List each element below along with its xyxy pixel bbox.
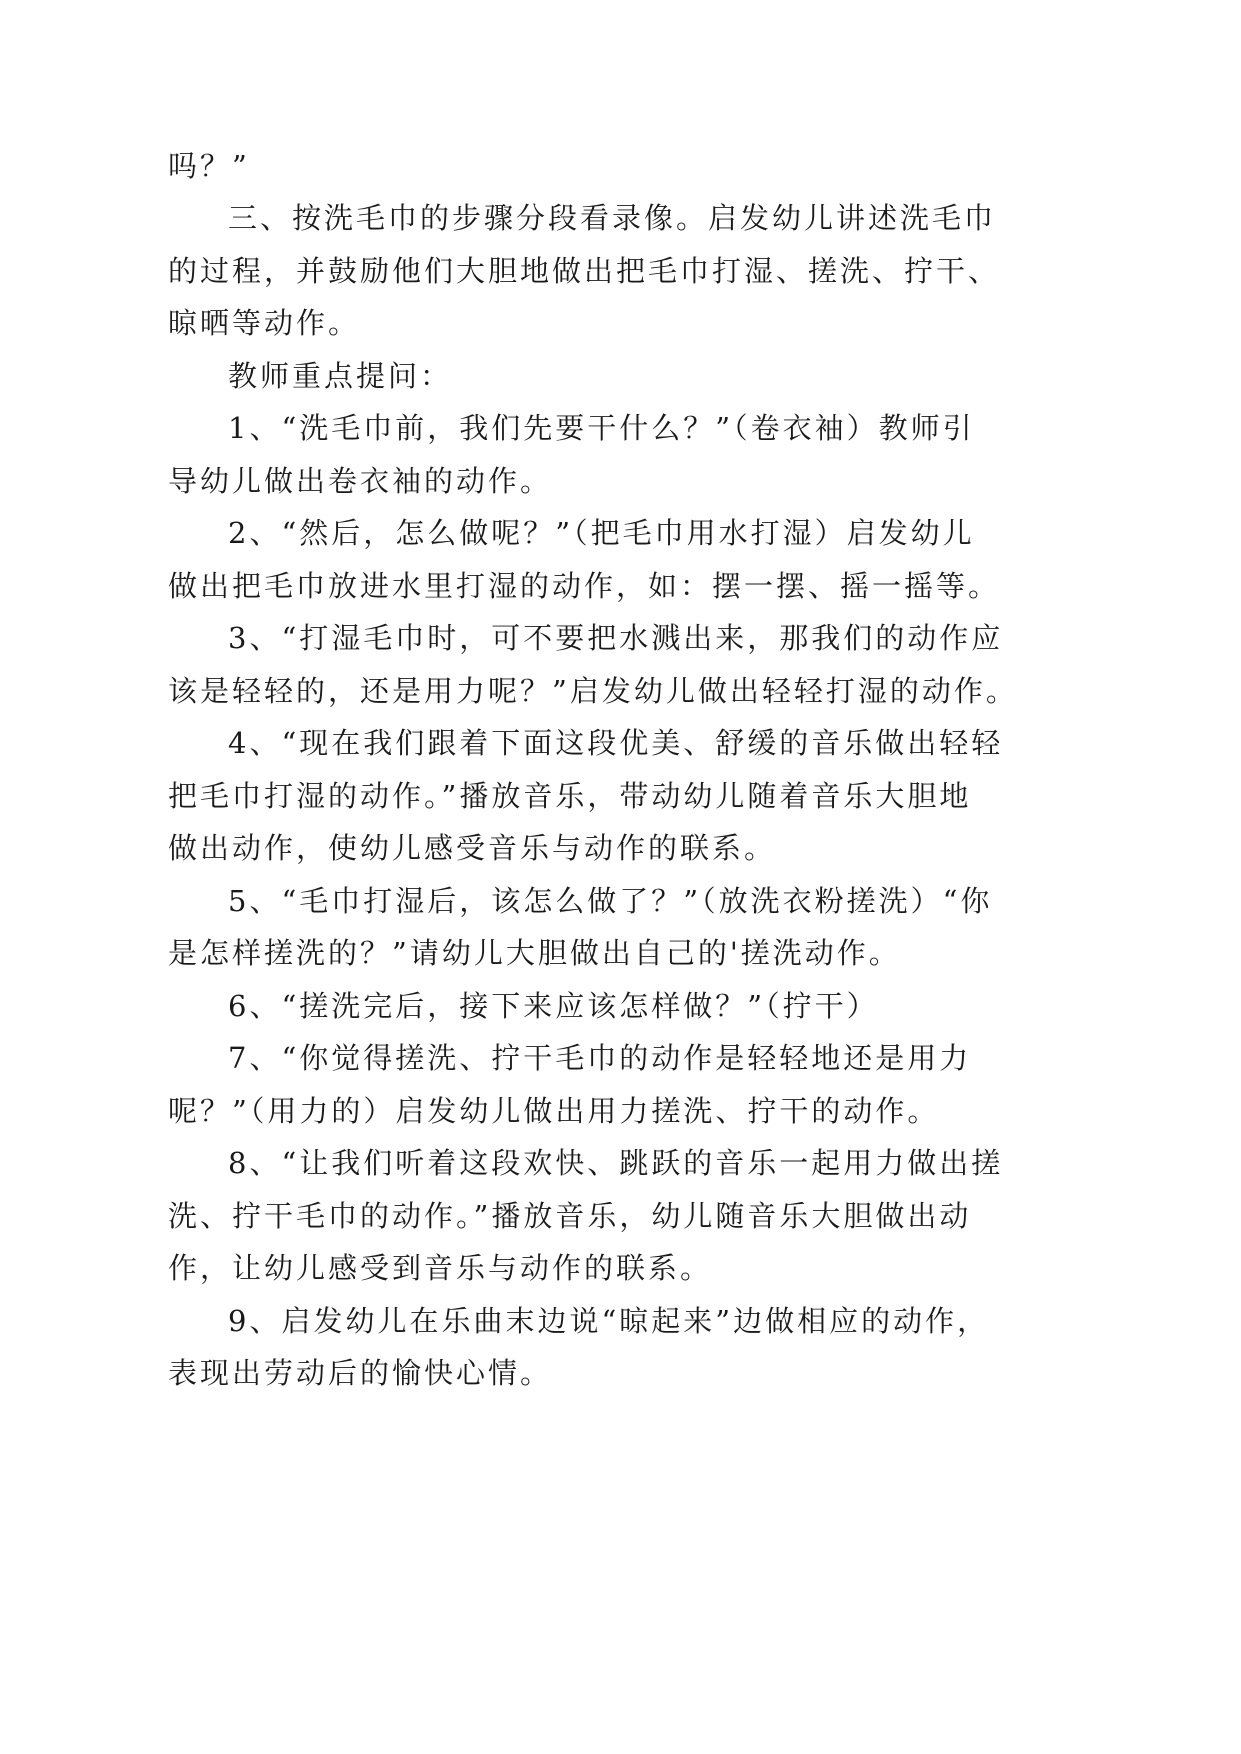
text-line: 教师重点提问： xyxy=(228,359,453,393)
text-line: 三、按洗毛巾的步骤分段看录像。启发幼儿讲述洗毛巾 xyxy=(228,201,997,235)
text-line: 呢？”（用力的）启发幼儿做出用力搓洗、拧干的动作。 xyxy=(168,1094,940,1128)
text-line: 把毛巾打湿的动作。”播放音乐，带动幼儿随着音乐大胆地 xyxy=(168,779,972,813)
text-line: 6、“搓洗完后，接下来应该怎样做？”（拧干） xyxy=(228,989,879,1023)
text-line: 8、“让我们听着这段欢快、跳跃的音乐一起用力做出搓 xyxy=(228,1146,1004,1180)
text-line: 导幼儿做出卷衣袖的动作。 xyxy=(168,464,553,498)
text-line: 5、“毛巾打湿后，该怎么做了？”（放洗衣粉搓洗）“你 xyxy=(228,884,993,918)
text-line: 的过程，并鼓励他们大胆地做出把毛巾打湿、搓洗、拧干、 xyxy=(168,254,1001,288)
text-line: 做出动作，使幼儿感受音乐与动作的联系。 xyxy=(168,831,777,865)
text-line: 4、“现在我们跟着下面这段优美、舒缓的音乐做出轻轻 xyxy=(228,726,1004,760)
text-line: 表现出劳动后的愉快心情。 xyxy=(168,1356,553,1390)
text-line: 1、“洗毛巾前，我们先要干什么？”（卷衣袖）教师引 xyxy=(228,411,975,445)
text-line: 是怎样搓洗的？”请幼儿大胆做出自己的'搓洗动作。 xyxy=(168,936,901,970)
text-line: 该是轻轻的，还是用力呢？”启发幼儿做出轻轻打湿的动作。 xyxy=(168,674,1018,708)
text-line: 晾晒等动作。 xyxy=(168,306,361,340)
text-line: 9、启发幼儿在乐曲末边说“晾起来”边做相应的动作， xyxy=(228,1304,990,1338)
text-line: 洗、拧干毛巾的动作。”播放音乐，幼儿随音乐大胆做出动 xyxy=(168,1199,972,1233)
text-line: 吗？” xyxy=(168,149,250,183)
text-line: 作，让幼儿感受到音乐与动作的联系。 xyxy=(168,1251,713,1285)
text-line: 7、“你觉得搓洗、拧干毛巾的动作是轻轻地还是用力 xyxy=(228,1041,972,1075)
text-line: 做出把毛巾放进水里打湿的动作，如：摆一摆、摇一摇等。 xyxy=(168,569,1001,603)
text-line: 2、“然后，怎么做呢？”（把毛巾用水打湿）启发幼儿 xyxy=(228,516,975,550)
text-line: 3、“打湿毛巾时，可不要把水溅出来，那我们的动作应 xyxy=(228,621,1004,655)
